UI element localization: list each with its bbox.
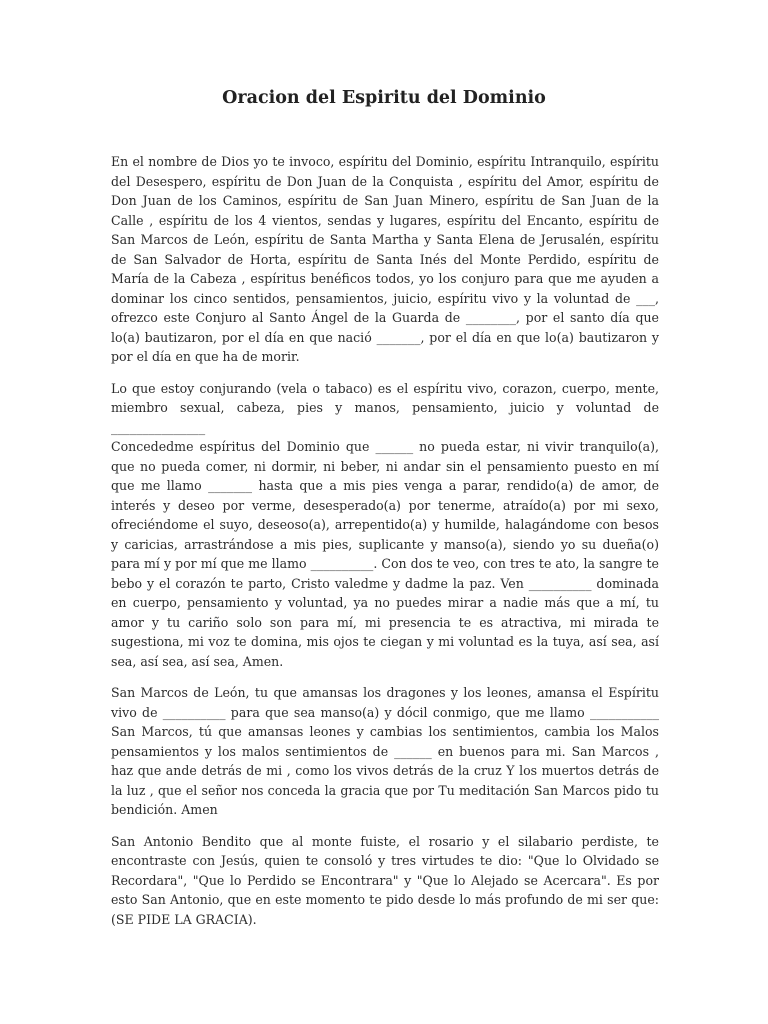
document-title: Oracion del Espiritu del Dominio	[222, 88, 546, 108]
paragraph-dominion-plea: Concededme espíritus del Dominio que ______ no pueda estar, ni vivir tranquilo(a), que no pueda comer, ni dormir, ni beber, ni andar sin el pensamiento puesto en mí que me llamo _______ hasta que a mis pies venga a parar, rendido(a) de amor, de interés y deseo por verme, desesperado(a) por tenerme, atraído(a) por mi sexo, ofreciéndome el suyo, deseoso(a), arrepentido(a) y humilde, halagándome con besos y caricias, arrastrándose a mis pies, suplicante y manso(a), siendo yo su dueña(o) para mí y por mí que me llamo __________. Con dos te veo, con tres te ato, la sangre te bebo y el corazón te parto, Cristo valedme y dadme la paz. Ven __________ dominada en cuerpo, pensamiento y voluntad, ya no puedes mirar a nadie más que a mí, tu amor y tu cariño solo son para mí, mi presencia te es atractiva, mi mirada te sugestiona, mi voz te domina, mis ojos te ciegan y mi voluntad es la tuya, así sea, así sea, así sea, así sea, Amen.	[111, 439, 659, 669]
paragraph-conjuring: Lo que estoy conjurando (vela o tabaco) es el espíritu vivo, corazon, cuerpo, mente, miembro sexual, cabeza, pies y manos, pensamiento, juicio y voluntad de _______________	[111, 380, 659, 435]
paragraph-invocation: En el nombre de Dios yo te invoco, espíritu del Dominio, espíritu Intranquilo, espíritu del Desespero, espíritu de Don Juan de la Conquista , espíritu del Amor, espíritu de Don Juan de los Caminos, espíritu de San Juan Minero, espíritu de San Juan de la Calle , espíritu de los 4 vientos, sendas y lugares, espíritu del Encanto, espíritu de San Marcos de León, espíritu de Santa Martha y Santa Elena de Jerusalén, espíritu de San Salvador de Horta, espíritu de Santa Inés del Monte Perdido, espíritu de María de la Cabeza , espíritus benéficos todos, yo los conjuro para que me ayuden a dominar los cinco sentidos, pensamientos, juicio, espíritu vivo y la voluntad de ___, ofrezco este Conjuro al Santo Ángel de la Guarda de ________, por el santo día que lo(a) bautizaron, por el día en que nació _______, por el día en que lo(a) bautizaron y por el día en que ha de morir.	[111, 154, 659, 364]
document-body	[111, 152, 659, 929]
paragraph-san-antonio: San Antonio Bendito que al monte fuiste, el rosario y el silabario perdiste, te encontraste con Jesús, quien te consoló y tres virtudes te dio: "Que lo Olvidado se Recordara", "Que lo Perdido se Encontrara" y "Que lo Alejado se Acercara". Es por esto San Antonio, que en este momento te pido desde lo más profundo de mi ser que: (SE PIDE LA GRACIA).	[111, 833, 659, 927]
paragraph-san-marcos: San Marcos de León, tu que amansas los dragones y los leones, amansa el Espíritu vivo de __________ para que sea manso(a) y dócil conmigo, que me llamo ___________ San Marcos, tú que amansas leones y cambias los sentimientos, cambia los Malos pensamientos y los malos sentimientos de ______ en buenos para mi. San Marcos , haz que ande detrás de mi , como los vivos detrás de la cruz Y los muertos detrás de la luz , que el señor nos conceda la gracia que por Tu meditación San Marcos pido tu bendición. Amen	[111, 685, 659, 817]
